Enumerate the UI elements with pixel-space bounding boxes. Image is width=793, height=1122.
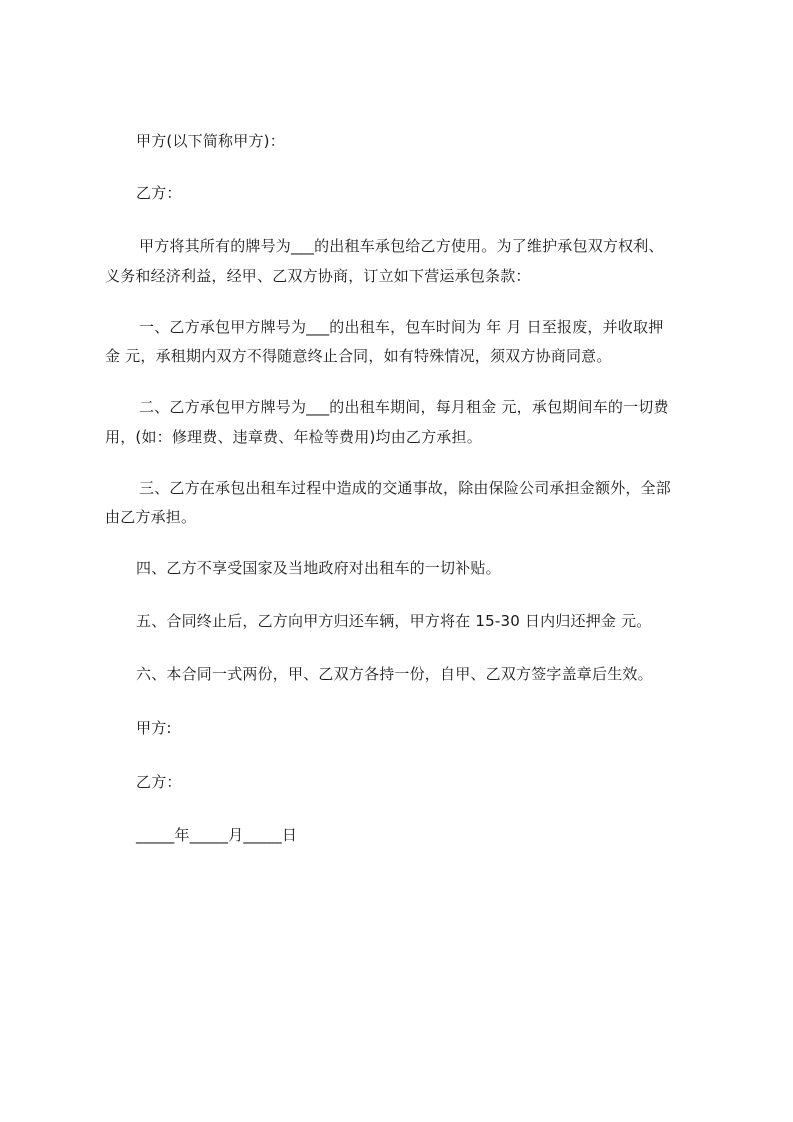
clause-2-line-1: 二、乙方承包甲方牌号为___的出租车期间，每月租金 元，承包期间车的一切费: [139, 398, 669, 416]
clause-4: 四、乙方不享受国家及当地政府对出租车的一切补贴。: [136, 559, 501, 577]
clause-2-line-2: 用，(如：修理费、违章费、年检等费用)均由乙方承担。: [105, 428, 482, 446]
clause-6: 六、本合同一式两份，甲、乙双方各持一份，自甲、乙双方签字盖章后生效。: [136, 665, 653, 683]
intro-line-2: 义务和经济利益，经甲、乙双方协商，订立如下营运承包条款：: [105, 267, 531, 285]
signature-party-a: 甲方:: [136, 719, 172, 737]
clause-3-line-2: 由乙方承担。: [105, 508, 197, 526]
clause-3-line-1: 三、乙方在承包出租车过程中造成的交通事故，除由保险公司承担金额外，全部: [139, 479, 672, 497]
clause-1-line-1: 一、乙方承包甲方牌号为___的出租车，包车时间为 年 月 日至报废，并收取押: [139, 318, 664, 336]
intro-line-1: 甲方将其所有的牌号为___的出租车承包给乙方使用。为了维护承包双方权利、: [139, 237, 664, 255]
signature-party-b: 乙方：: [136, 773, 182, 791]
clause-5: 五、合同终止后，乙方向甲方归还车辆，甲方将在 15-30 日内归还押金 元。: [136, 612, 652, 630]
date-line: _____年_____月_____日: [136, 826, 298, 844]
party-b-heading: 乙方：: [136, 184, 182, 202]
party-a-heading: 甲方(以下简称甲方)：: [136, 132, 285, 150]
clause-1-line-2: 金 元，承租期内双方不得随意终止合同，如有特殊情况，须双方协商同意。: [105, 347, 612, 365]
